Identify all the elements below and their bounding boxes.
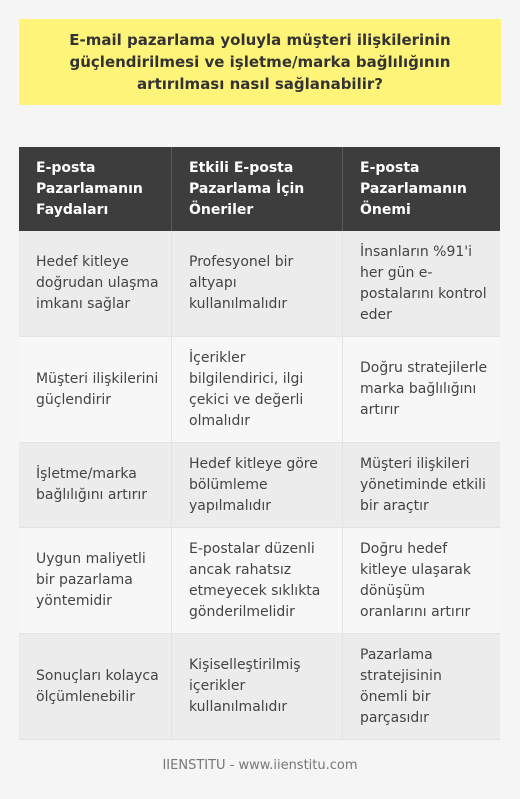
table-cell: Müşteri ilişkilerini güçlendirir xyxy=(19,337,172,443)
table-cell: İşletme/marka bağlılığını artırır xyxy=(19,443,172,528)
table-cell: Profesyonel bir altyapı kullanılmalıdır xyxy=(172,231,343,337)
table-cell: İnsanların %91'i her gün e-postalarını kontrol eder xyxy=(343,231,500,337)
table-header-recommendations: Etkili E-posta Pazarlama İçin Öneriler xyxy=(172,147,343,231)
table-header-benefits: E-posta Pazarlamanın Faydaları xyxy=(19,147,172,231)
table-cell: Sonuçları kolayca ölçümlenebilir xyxy=(19,634,172,740)
table-cell: Doğru stratejilerle marka bağlılığını artırır xyxy=(343,337,500,443)
table-cell: Hedef kitleye doğrudan ulaşma imkanı sağlar xyxy=(19,231,172,337)
table-cell: Pazarlama stratejisinin önemli bir parçasıdır xyxy=(343,634,500,740)
table-cell: Hedef kitleye göre bölümleme yapılmalıdır xyxy=(172,443,343,528)
table-cell: Müşteri ilişkileri yönetiminde etkili bir araçtır xyxy=(343,443,500,528)
table-cell: Kişiselleştirilmiş içerikler kullanılmalıdır xyxy=(172,634,343,740)
table-cell: Doğru hedef kitleye ulaşarak dönüşüm oranlarını artırır xyxy=(343,528,500,634)
comparison-table xyxy=(19,147,500,740)
table-cell: Uygun maliyetli bir pazarlama yöntemidir xyxy=(19,528,172,634)
table-cell: İçerikler bilgilendirici, ilgi çekici ve değerli olmalıdır xyxy=(172,337,343,443)
title-banner xyxy=(19,19,501,105)
page-title: E-mail pazarlama yoluyla müşteri ilişkilerinin güçlendirilmesi ve işletme/marka bağlılığının artırılması nasıl sağlanabilir? xyxy=(69,31,451,93)
footer-credit: IIENSTITU - www.iienstitu.com xyxy=(162,758,358,773)
table-cell: E-postalar düzenli ancak rahatsız etmeyecek sıklıkta gönderilmelidir xyxy=(172,528,343,634)
table-header-importance: E-posta Pazarlamanın Önemi xyxy=(343,147,500,231)
